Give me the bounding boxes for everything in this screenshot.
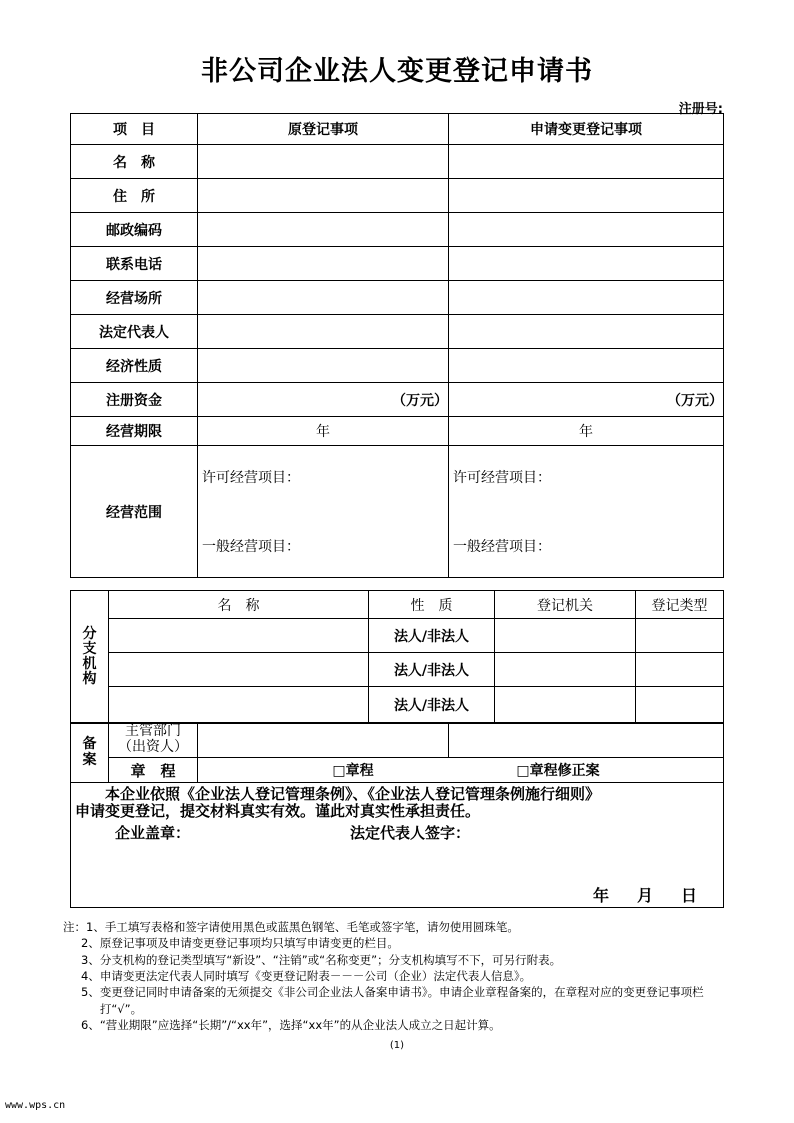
- date-day-label[interactable]: 日: [680, 886, 697, 906]
- page-title: 非公司企业法人变更登记申请书: [201, 56, 593, 87]
- filing-section-label: [71, 723, 109, 783]
- filing-department-row: [71, 723, 724, 758]
- branch-authority-1[interactable]: [495, 619, 636, 653]
- note-item-1: [63, 919, 743, 935]
- table-row: [71, 213, 724, 247]
- branch-row: [71, 619, 724, 653]
- page-number: (1): [389, 1040, 405, 1051]
- branch-type-3[interactable]: [636, 687, 724, 724]
- registration-number-label: 注册号:: [678, 102, 723, 117]
- filing-department-label-line1: 主管部门: [125, 723, 181, 740]
- declaration-block: [71, 783, 724, 908]
- branches-header-authority: 登记机关: [495, 591, 636, 619]
- cell-legal-rep-original[interactable]: [198, 315, 449, 349]
- note-item-5: [63, 984, 743, 1017]
- note-item-2: [63, 935, 743, 951]
- signature-row: [75, 822, 719, 843]
- branch-row: [71, 687, 724, 724]
- note-text-2: 原登记事项及申请变更登记事项均只填写申请变更的栏目。: [99, 936, 399, 951]
- table-row: [71, 417, 724, 446]
- charter-checkbox-option[interactable]: □章程: [332, 763, 374, 779]
- licensed-items-label-original: 许可经营项目：: [202, 469, 300, 486]
- legal-rep-signature-label[interactable]: 法定代表人签字：: [350, 824, 471, 843]
- note-number-1: 1、: [86, 920, 105, 934]
- table-row: [71, 315, 724, 349]
- filing-label-char-2: 案: [82, 751, 97, 768]
- filing-department-value-changed[interactable]: [449, 723, 724, 758]
- cell-postcode-changed[interactable]: [449, 213, 724, 247]
- cell-address-original[interactable]: [198, 179, 449, 213]
- cell-term-original[interactable]: 年: [198, 417, 449, 446]
- cell-name-changed[interactable]: [449, 145, 724, 179]
- filing-charter-label: 章 程: [109, 758, 198, 783]
- row-label-address: 住 所: [71, 179, 198, 213]
- date-row: [75, 883, 719, 906]
- table-row: [71, 145, 724, 179]
- table-row: [71, 179, 724, 213]
- filing-department-value-original[interactable]: [198, 723, 449, 758]
- notes-prefix: 注：: [63, 920, 86, 934]
- cell-capital-original[interactable]: （万元）: [198, 383, 449, 417]
- branches-header-type: 登记类型: [636, 591, 724, 619]
- note-text-5: 变更登记同时申请备案的无须提交《非公司企业法人备案申请书》。申请企业章程备案的，在章程对应的变更登记事项栏打“√”。: [99, 985, 704, 1016]
- branch-nature-2[interactable]: 法人/非法人: [369, 653, 495, 687]
- note-item-6: [63, 1017, 743, 1033]
- watermark: www.wps.cn: [5, 1100, 66, 1111]
- filing-department-label: [109, 723, 198, 758]
- filing-table: [70, 722, 724, 908]
- branch-row: [71, 653, 724, 687]
- note-text-6: “营业期限”应选择“长期”/“xx年”，选择“xx年”的从企业法人成立之日起计算。: [99, 1017, 501, 1032]
- row-label-business-site: 经营场所: [71, 281, 198, 315]
- table-header-row: [71, 114, 724, 145]
- branch-name-3[interactable]: [109, 687, 369, 724]
- cell-name-original[interactable]: [198, 145, 449, 179]
- branches-label-char-1: 分: [82, 625, 97, 642]
- branches-header-row: [71, 591, 724, 619]
- table-row: [71, 247, 724, 281]
- cell-postcode-original[interactable]: [198, 213, 449, 247]
- header-original: 原登记事项: [198, 114, 449, 145]
- branch-name-1[interactable]: [109, 619, 369, 653]
- branch-nature-3[interactable]: 法人/非法人: [369, 687, 495, 724]
- row-label-scope: 经营范围: [71, 446, 198, 578]
- note-number-5: 5、: [81, 985, 100, 1000]
- row-label-postcode: 邮政编码: [71, 213, 198, 247]
- cell-phone-changed[interactable]: [449, 247, 724, 281]
- cell-capital-changed[interactable]: （万元）: [449, 383, 724, 417]
- registration-change-table: [70, 113, 724, 578]
- date-month-label[interactable]: 月: [636, 886, 653, 906]
- branch-authority-2[interactable]: [495, 653, 636, 687]
- table-row: [71, 349, 724, 383]
- row-label-legal-rep: 法定代表人: [71, 315, 198, 349]
- charter-amendment-checkbox-option[interactable]: □章程修正案: [516, 763, 600, 779]
- licensed-items-fill-original[interactable]: [202, 487, 448, 539]
- declaration-row: [71, 783, 724, 908]
- cell-economic-nature-original[interactable]: [198, 349, 449, 383]
- branch-name-2[interactable]: [109, 653, 369, 687]
- filing-label-char-1: 备: [82, 736, 97, 753]
- filing-charter-row: [71, 758, 724, 783]
- branches-table: [70, 590, 724, 724]
- general-items-label-changed: 一般经营项目：: [453, 539, 551, 555]
- row-label-term: 经营期限: [71, 417, 198, 446]
- cell-term-changed[interactable]: 年: [449, 417, 724, 446]
- branches-header-name: 名 称: [109, 591, 369, 619]
- cell-economic-nature-changed[interactable]: [449, 349, 724, 383]
- filing-charter-options: [198, 758, 724, 783]
- note-item-4: [63, 968, 743, 984]
- declaration-line-2: 申请变更登记，提交材料真实有效。谨此对真实性承担责任。: [75, 802, 481, 820]
- date-year-label[interactable]: 年: [592, 886, 609, 906]
- branch-nature-1[interactable]: 法人/非法人: [369, 619, 495, 653]
- note-text-4: 申请变更法定代表人同时填写《变更登记附表－－－公司（企业）法定代表人信息》。: [99, 968, 532, 983]
- company-seal-label[interactable]: 企业盖章：: [115, 824, 191, 843]
- note-number-3: 3、: [81, 952, 100, 967]
- note-number-6: 6、: [81, 1017, 100, 1032]
- cell-business-site-original[interactable]: [198, 281, 449, 315]
- cell-phone-original[interactable]: [198, 247, 449, 281]
- note-number-4: 4、: [81, 968, 100, 983]
- note-text-1: 手工填写表格和签字请使用黑色或蓝黑色钢笔、毛笔或签字笔，请勿使用圆珠笔。: [104, 920, 519, 934]
- cell-legal-rep-changed[interactable]: [449, 315, 724, 349]
- row-label-name: 名 称: [71, 145, 198, 179]
- branch-type-2[interactable]: [636, 653, 724, 687]
- branch-authority-3[interactable]: [495, 687, 636, 724]
- table-row: [71, 383, 724, 417]
- cell-scope-changed[interactable]: [449, 446, 724, 578]
- table-row-scope: [71, 446, 724, 578]
- row-label-phone: 联系电话: [71, 247, 198, 281]
- cell-scope-original[interactable]: [198, 446, 449, 578]
- table-row: [71, 281, 724, 315]
- note-number-2: 2、: [81, 936, 100, 951]
- row-label-economic-nature: 经济性质: [71, 349, 198, 383]
- header-item: 项 目: [71, 114, 198, 145]
- row-label-capital: 注册资金: [71, 383, 198, 417]
- licensed-items-label-changed: 许可经营项目：: [453, 469, 551, 486]
- note-item-3: [63, 952, 743, 968]
- licensed-items-fill-changed[interactable]: [453, 487, 723, 539]
- notes-section: [63, 919, 743, 1033]
- branches-label-char-3: 机: [82, 656, 97, 672]
- branches-label-char-2: 支: [82, 640, 97, 657]
- branches-label-char-4: 构: [82, 671, 97, 688]
- branch-type-1[interactable]: [636, 619, 724, 653]
- declaration-line-1: 本企业依照《企业法人登记管理条例》、《企业法人登记管理条例施行细则》: [105, 784, 601, 803]
- general-items-label-original: 一般经营项目：: [202, 539, 300, 555]
- cell-business-site-changed[interactable]: [449, 281, 724, 315]
- note-text-3: 分支机构的登记类型填写“新设”、“注销”或“名称变更”；分支机构填写不下，可另行附表。: [99, 952, 562, 967]
- header-changed: 申请变更登记事项: [449, 114, 724, 145]
- branches-section-label: [71, 591, 109, 724]
- branches-header-nature: 性 质: [369, 591, 495, 619]
- cell-address-changed[interactable]: [449, 179, 724, 213]
- filing-department-label-line2: （出资人）: [118, 739, 188, 755]
